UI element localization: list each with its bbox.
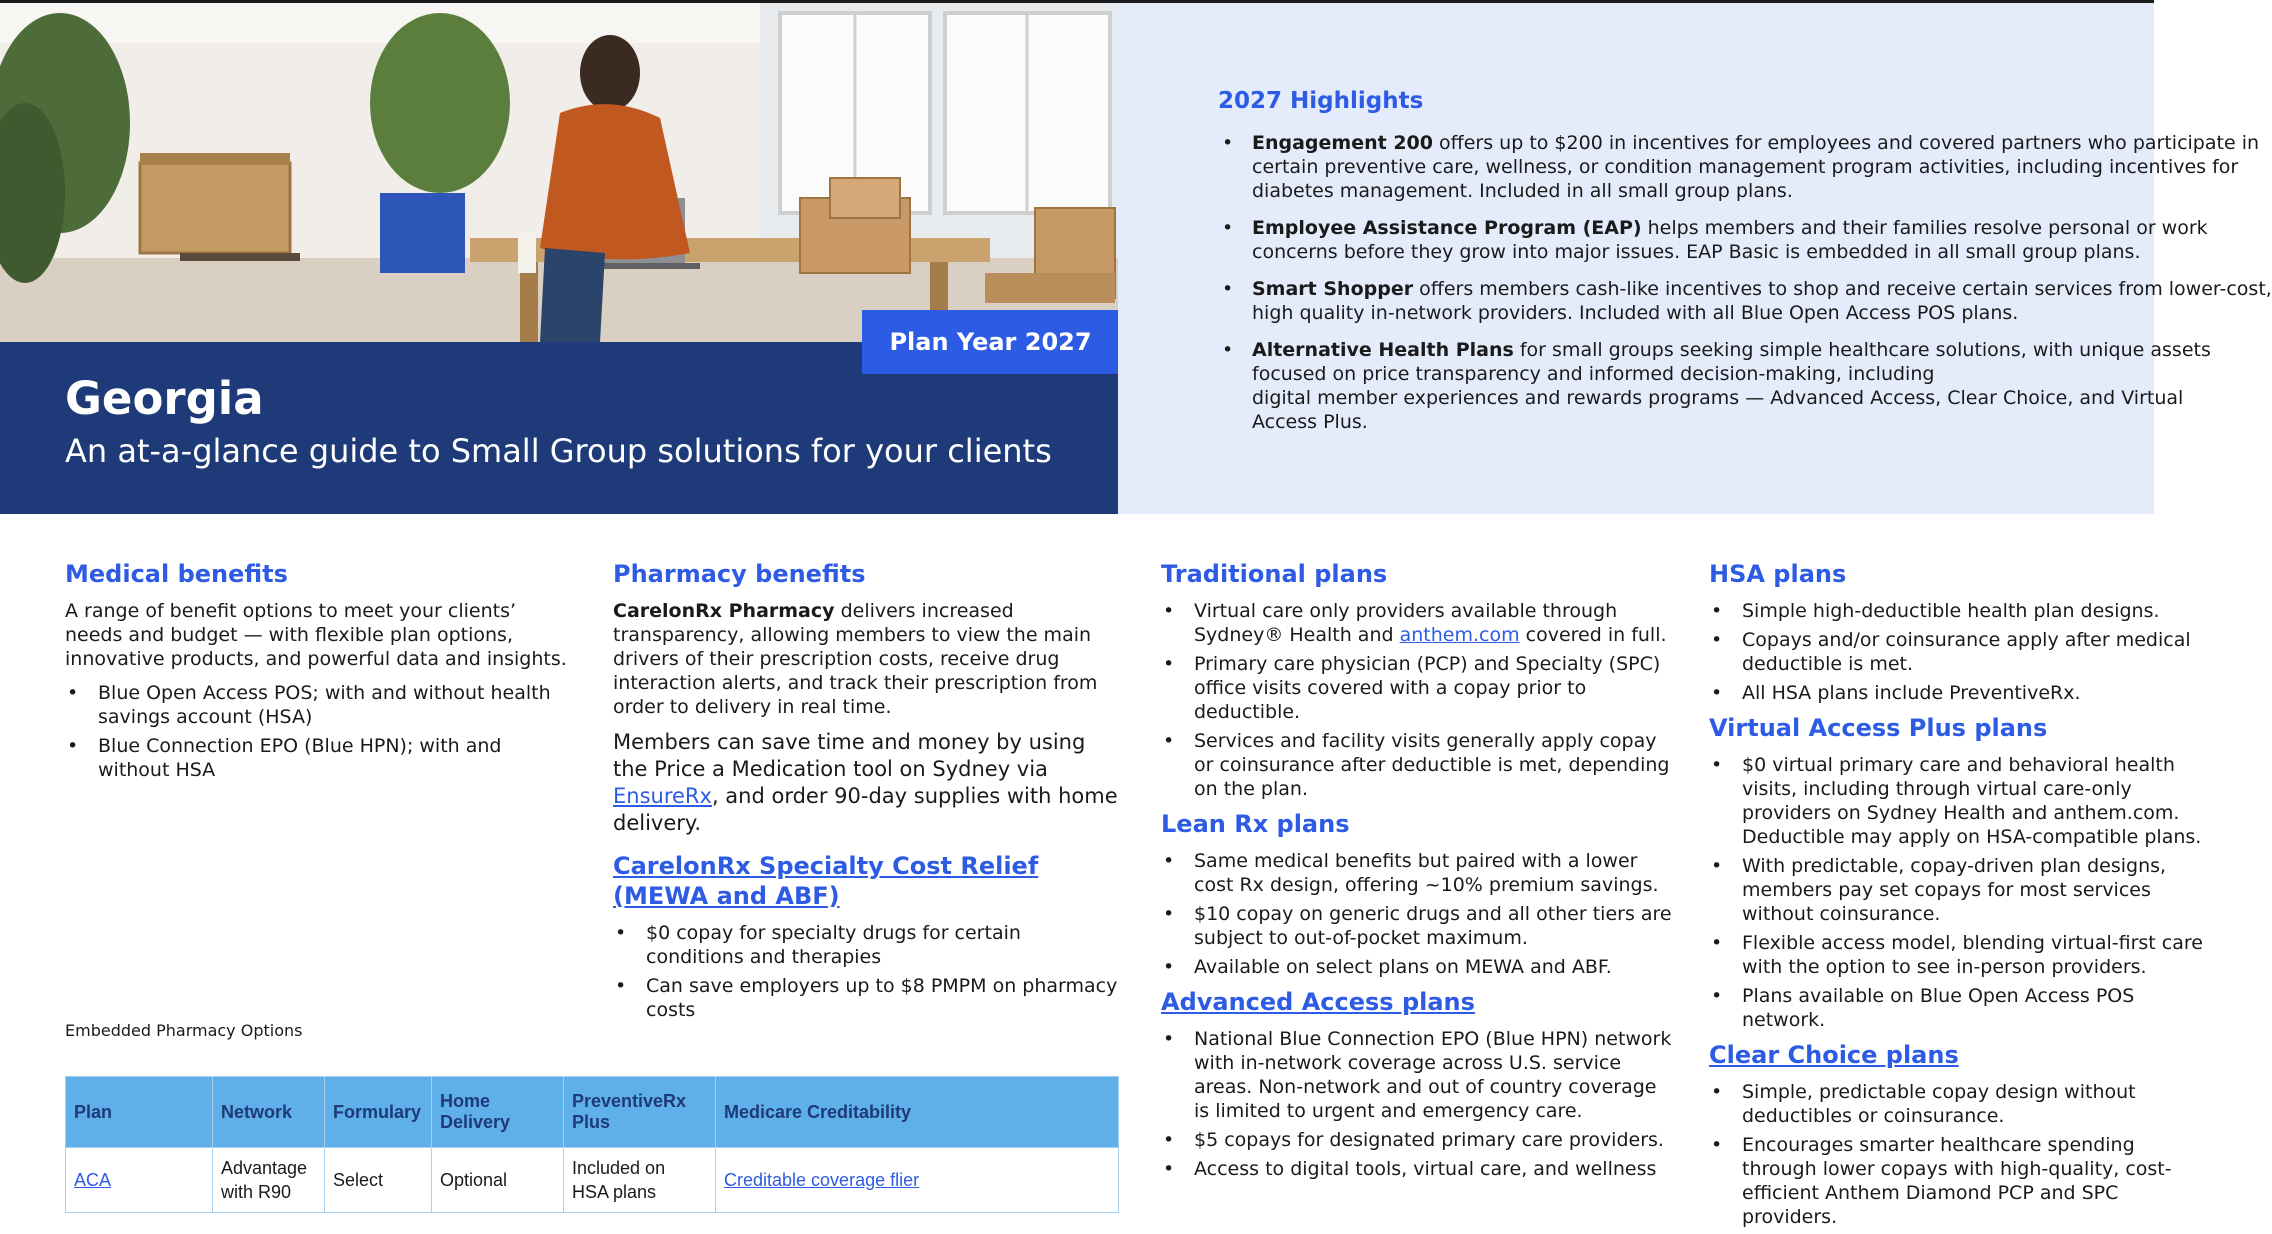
column-header: Network xyxy=(213,1077,325,1148)
column-header: Plan xyxy=(66,1077,213,1148)
embedded-pharmacy-table xyxy=(65,1076,1119,1213)
list-item: • Access to digital tools, virtual care, and wellness xyxy=(1161,1157,1676,1181)
plans-column-left xyxy=(1161,559,1676,1186)
lean-rx-list xyxy=(1161,849,1676,979)
aca-link[interactable]: ACA xyxy=(74,1170,112,1190)
plans-column-right xyxy=(1709,559,2209,1234)
list-item: • Plans available on Blue Open Access POS network. xyxy=(1709,984,2209,1032)
highlight-item: • Engagement 200 offers up to $200 in incentives for employees and covered partners who participate in certain preventive care, wellness, or condition management program activities, including incentives for diabetes management. Included in all small group plans. xyxy=(1220,131,2220,203)
medical-intro: A range of benefit options to meet your clients’ needs and budget — with flexible plan options, innovative products, and powerful data and insights. xyxy=(65,600,567,670)
highlight-item: • Alternative Health Plans for small groups seeking simple healthcare solutions, with unique assets focused on price transparency and informed decision-making, including digital member experiences and rewards programs — Advanced Access, Clear Choice, and Virtual Access Plus. xyxy=(1220,338,2220,434)
list-item: • Blue Connection EPO (Blue HPN); with and without HSA xyxy=(65,734,570,782)
clear-choice-list xyxy=(1709,1080,2209,1229)
hero-photo xyxy=(0,3,1118,342)
column-header: Home Delivery xyxy=(432,1077,564,1148)
highlight-item: • Employee Assistance Program (EAP) helps members and their families resolve personal or work concerns before they grow into major issues. EAP Basic is embedded in all small group plans. xyxy=(1220,216,2220,264)
lean-rx-title: Lean Rx plans xyxy=(1161,810,1350,838)
ensurerx-link[interactable]: EnsureRx xyxy=(613,784,712,808)
list-item: • $10 copay on generic drugs and all other tiers are subject to out-of-pocket maximum. xyxy=(1161,902,1676,950)
advanced-access-list xyxy=(1161,1027,1676,1181)
home-delivery-cell: Optional xyxy=(432,1148,564,1213)
creditable-coverage-link[interactable]: Creditable coverage flier xyxy=(724,1170,920,1190)
list-item: • $0 virtual primary care and behavioral health visits, including through virtual care-only providers on Sydney Health and anthem.com. Deductible may apply on HSA-compatible plans. xyxy=(1709,753,2209,849)
clear-choice-link[interactable]: Clear Choice plans xyxy=(1709,1041,1959,1069)
hsa-list xyxy=(1709,599,2209,705)
list-item: • Services and facility visits generally apply copay or coinsurance after deductible is met, depending on the plan. xyxy=(1161,729,1676,801)
list-item: • All HSA plans include PreventiveRx. xyxy=(1709,681,2209,705)
highlights-list xyxy=(1220,131,2272,447)
column-header: Medicare Creditability xyxy=(716,1077,1119,1148)
list-item: • Encourages smarter healthcare spending through lower copays with high-quality, cost-efficient Anthem Diamond PCP and SPC providers. xyxy=(1709,1133,2209,1229)
page-subtitle: An at-a-glance guide to Small Group solutions for your clients xyxy=(65,432,1052,470)
pharmacy-section xyxy=(613,559,1118,1027)
list-item: • Flexible access model, blending virtual-first care with the option to see in-person providers. xyxy=(1709,931,2209,979)
pharmacy-intro: CarelonRx Pharmacy delivers increased transparency, allowing members to view the main drivers of their prescription costs, receive drug interaction alerts, and track their prescription from order to delivery in real time. xyxy=(613,600,1098,718)
medical-title: Medical benefits xyxy=(65,560,288,588)
list-item: • Simple high-deductible health plan designs. xyxy=(1709,599,2209,623)
embedded-pharmacy-title: Embedded Pharmacy Options xyxy=(65,1021,303,1040)
column-header: PreventiveRx Plus xyxy=(564,1077,716,1148)
pharmacy-members-text: Members can save time and money by using the Price a Medication tool on Sydney via EnsureRx, and order 90-day supplies with home delivery. xyxy=(613,730,1118,835)
traditional-list xyxy=(1161,599,1676,801)
state-title: Georgia xyxy=(65,372,264,425)
list-item: • $5 copays for designated primary care providers. xyxy=(1161,1128,1676,1152)
list-item: • Blue Open Access POS; with and without health savings account (HSA) xyxy=(65,681,570,729)
table-row xyxy=(66,1148,1119,1213)
list-item: • Same medical benefits but paired with a lower cost Rx design, offering ~10% premium savings. xyxy=(1161,849,1676,897)
specialty-list xyxy=(613,921,1118,1022)
list-item: • Can save employers up to $8 PMPM on pharmacy costs xyxy=(613,974,1118,1022)
list-item: • Available on select plans on MEWA and ABF. xyxy=(1161,955,1676,979)
virtual-access-list xyxy=(1709,753,2209,1032)
preventiverx-cell: Included on HSA plans xyxy=(564,1148,716,1213)
highlights-title: 2027 Highlights xyxy=(1218,88,1424,114)
highlights-panel xyxy=(1118,3,2272,514)
list-item: • Simple, predictable copay design without deductibles or coinsurance. xyxy=(1709,1080,2209,1128)
table-header-row xyxy=(66,1077,1119,1148)
pharmacy-title: Pharmacy benefits xyxy=(613,560,866,588)
list-item: • $0 copay for specialty drugs for certain conditions and therapies xyxy=(613,921,1118,969)
plan-cell xyxy=(66,1148,213,1213)
list-item: • Copays and/or coinsurance apply after medical deductible is met. xyxy=(1709,628,2209,676)
medicare-cell xyxy=(716,1148,1119,1213)
highlight-item: • Smart Shopper offers members cash-like incentives to shop and receive certain services from lower-cost, high quality in-network providers. Included with all Blue Open Access POS plans. xyxy=(1220,277,2220,325)
list-item: • National Blue Connection EPO (Blue HPN) network with in-network coverage across U.S. service areas. Non-network and out of country coverage is limited to urgent and emergency care. xyxy=(1161,1027,1676,1123)
column-header: Formulary xyxy=(325,1077,432,1148)
advanced-access-link[interactable]: Advanced Access plans xyxy=(1161,988,1475,1016)
list-item: • Primary care physician (PCP) and Specialty (SPC) office visits covered with a copay prior to deductible. xyxy=(1161,652,1676,724)
list-item: • With predictable, copay-driven plan designs, members pay set copays for most services without coinsurance. xyxy=(1709,854,2209,926)
virtual-access-title: Virtual Access Plus plans xyxy=(1709,714,2048,742)
anthem-link[interactable]: anthem.com xyxy=(1399,624,1520,646)
plan-year-badge: Plan Year 2027 xyxy=(862,310,1119,374)
hsa-title: HSA plans xyxy=(1709,560,1847,588)
formulary-cell: Select xyxy=(325,1148,432,1213)
specialty-cost-relief-link[interactable]: CarelonRx Specialty Cost Relief (MEWA and ABF) xyxy=(613,852,1039,910)
traditional-title: Traditional plans xyxy=(1161,560,1388,588)
medical-list xyxy=(65,681,570,782)
medical-section xyxy=(65,559,570,787)
list-item: • Virtual care only providers available through Sydney® Health and anthem.com covered in full. xyxy=(1161,599,1676,647)
network-cell: Advantage with R90 xyxy=(213,1148,325,1213)
